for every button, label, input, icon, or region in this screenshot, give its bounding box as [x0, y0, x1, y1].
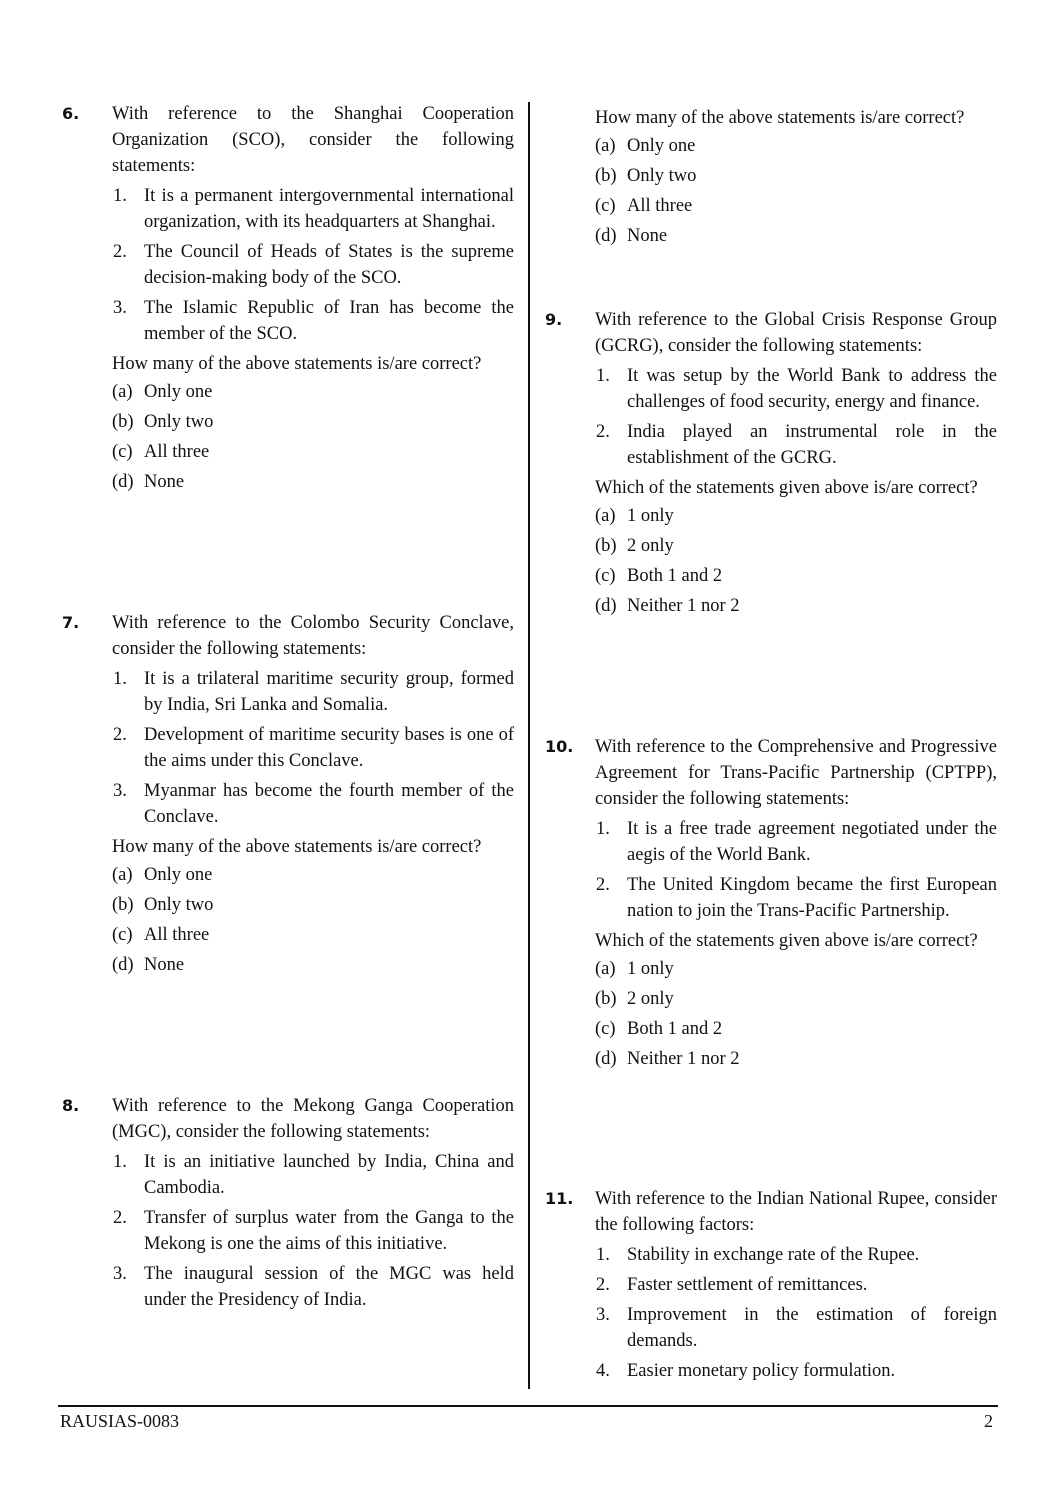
- statement-text: It is a trilateral maritime security group, formed by India, Sri Lanka and Somalia.: [144, 669, 514, 715]
- question-stem: With reference to the Shanghai Cooperation Organization (SCO), consider the following statements:: [112, 104, 514, 176]
- option-text: None: [144, 472, 185, 492]
- answer-option: [595, 1044, 997, 1074]
- statement-number: 3.: [113, 298, 127, 318]
- statement-text: It is a free trade agreement negotiated under the aegis of the World Bank.: [627, 819, 997, 865]
- option-letter: (d): [595, 226, 617, 246]
- statement: [595, 1358, 997, 1384]
- question-body: [595, 307, 997, 621]
- answer-option: [595, 591, 997, 621]
- option-letter: (a): [112, 382, 133, 402]
- option-letter: (d): [595, 596, 617, 616]
- document-code: RAUSIAS-0083: [60, 1411, 180, 1431]
- answer-option: [112, 407, 514, 437]
- statement-number: 1.: [596, 366, 610, 386]
- option-letter: (a): [595, 959, 616, 979]
- option-text: Neither 1 nor 2: [627, 596, 740, 616]
- question-number: 11.: [545, 1189, 574, 1208]
- statement: [112, 239, 514, 291]
- question-number: 8.: [62, 1096, 80, 1115]
- question-body: [112, 610, 514, 980]
- option-text: Only two: [627, 166, 697, 186]
- footer-rule: [58, 1405, 998, 1407]
- option-text: Only two: [144, 412, 214, 432]
- question-block: [545, 1186, 997, 1384]
- option-text: 1 only: [627, 959, 674, 979]
- statement: [112, 722, 514, 774]
- statement-number: 2.: [113, 1208, 127, 1228]
- statement-text: It was setup by the World Bank to address the challenges of food security, energy and finance.: [627, 366, 997, 412]
- statement: [595, 1272, 997, 1298]
- question-body: [595, 1186, 997, 1384]
- option-text: Both 1 and 2: [627, 566, 723, 586]
- statement-text: It is an initiative launched by India, China and Cambodia.: [144, 1152, 514, 1198]
- answer-option: [595, 954, 997, 984]
- question-block: [545, 734, 997, 1074]
- statement-number: 2.: [596, 422, 610, 442]
- statement: [112, 1149, 514, 1201]
- option-letter: (c): [112, 442, 133, 462]
- statement: [112, 183, 514, 235]
- question-body: [595, 105, 997, 251]
- answer-option: [112, 860, 514, 890]
- question-body: [112, 101, 514, 497]
- option-text: Only one: [627, 136, 696, 156]
- statement: [112, 1261, 514, 1313]
- option-letter: (b): [112, 412, 134, 432]
- option-letter: (c): [595, 196, 616, 216]
- statement: [595, 1242, 997, 1268]
- option-letter: (b): [595, 166, 617, 186]
- statement: [595, 1302, 997, 1354]
- question-number: 9.: [545, 310, 563, 329]
- question-block: [62, 610, 514, 980]
- option-text: 1 only: [627, 506, 674, 526]
- statement-text: Improvement in the estimation of foreign demands.: [627, 1305, 997, 1351]
- answer-option: [112, 890, 514, 920]
- question-prompt: How many of the above statements is/are correct?: [112, 354, 482, 374]
- question-number: 6.: [62, 104, 80, 123]
- statement-number: 1.: [113, 1152, 127, 1172]
- answer-option: [595, 131, 997, 161]
- question-block: [545, 307, 997, 621]
- question-stem: With reference to the Comprehensive and Progressive Agreement for Trans-Pacific Partnership (CPTPP), consider the following statements:: [595, 737, 997, 809]
- answer-option: [595, 1014, 997, 1044]
- statement-number: 3.: [113, 1264, 127, 1284]
- answer-option: [595, 161, 997, 191]
- option-text: All three: [144, 442, 210, 462]
- question-number: 10.: [545, 737, 574, 756]
- answer-option: [595, 191, 997, 221]
- option-letter: (b): [595, 536, 617, 556]
- statement-number: 2.: [596, 1275, 610, 1295]
- statement-number: 2.: [596, 875, 610, 895]
- option-letter: (b): [595, 989, 617, 1009]
- statement-text: Stability in exchange rate of the Rupee.: [627, 1245, 920, 1265]
- answer-option: [595, 984, 997, 1014]
- question-prompt: Which of the statements given above is/are correct?: [595, 931, 978, 951]
- question-stem: With reference to the Global Crisis Response Group (GCRG), consider the following statements:: [595, 310, 997, 356]
- statement-number: 1.: [596, 1245, 610, 1265]
- question-body: [112, 1093, 514, 1313]
- question-block: [62, 101, 514, 497]
- question-number: 7.: [62, 613, 80, 632]
- option-text: 2 only: [627, 989, 674, 1009]
- question-stem: With reference to the Mekong Ganga Cooperation (MGC), consider the following statements:: [112, 1096, 514, 1142]
- statement-number: 1.: [113, 186, 127, 206]
- question-body: [595, 734, 997, 1074]
- question-block: [62, 1093, 514, 1313]
- answer-option: [112, 920, 514, 950]
- statement: [595, 363, 997, 415]
- option-letter: (b): [112, 895, 134, 915]
- statement-number: 1.: [596, 819, 610, 839]
- statement-number: 2.: [113, 725, 127, 745]
- statement-number: 1.: [113, 669, 127, 689]
- statement: [595, 872, 997, 924]
- option-letter: (a): [595, 136, 616, 156]
- option-text: 2 only: [627, 536, 674, 556]
- statement: [112, 666, 514, 718]
- option-letter: (c): [595, 566, 616, 586]
- page-number: 2: [984, 1411, 993, 1431]
- question-block: [545, 101, 997, 251]
- answer-option: [112, 950, 514, 980]
- statement-text: Faster settlement of remittances.: [627, 1275, 868, 1295]
- option-letter: (d): [595, 1049, 617, 1069]
- statement: [112, 295, 514, 347]
- statement-text: The Council of Heads of States is the supreme decision-making body of the SCO.: [144, 242, 514, 288]
- option-letter: (c): [112, 925, 133, 945]
- answer-option: [595, 501, 997, 531]
- option-text: None: [627, 226, 668, 246]
- statement-number: 3.: [596, 1305, 610, 1325]
- statement-text: The Islamic Republic of Iran has become the member of the SCO.: [144, 298, 514, 344]
- statement: [112, 1205, 514, 1257]
- answer-option: [112, 467, 514, 497]
- statement-number: 3.: [113, 781, 127, 801]
- option-letter: (a): [112, 865, 133, 885]
- statement-number: 4.: [596, 1361, 610, 1381]
- answer-option: [595, 531, 997, 561]
- statement-number: 2.: [113, 242, 127, 262]
- option-text: All three: [627, 196, 693, 216]
- answer-option: [595, 561, 997, 591]
- statement-text: India played an instrumental role in the establishment of the GCRG.: [627, 422, 997, 468]
- question-prompt: Which of the statements given above is/are correct?: [595, 478, 978, 498]
- option-text: Both 1 and 2: [627, 1019, 723, 1039]
- question-prompt: How many of the above statements is/are correct?: [595, 108, 965, 128]
- answer-option: [112, 377, 514, 407]
- column-divider: [528, 102, 530, 1389]
- option-text: Only one: [144, 865, 213, 885]
- option-text: All three: [144, 925, 210, 945]
- statement-text: The inaugural session of the MGC was held under the Presidency of India.: [144, 1264, 514, 1310]
- statement: [595, 419, 997, 471]
- statement-text: Myanmar has become the fourth member of the Conclave.: [144, 781, 514, 827]
- question-stem: With reference to the Indian National Rupee, consider the following factors:: [595, 1189, 997, 1235]
- statement: [112, 778, 514, 830]
- statement-text: Easier monetary policy formulation.: [627, 1361, 896, 1381]
- option-text: Only one: [144, 382, 213, 402]
- option-letter: (c): [595, 1019, 616, 1039]
- statement-text: Transfer of surplus water from the Ganga to the Mekong is one the aims of this initiative.: [144, 1208, 514, 1254]
- question-prompt: How many of the above statements is/are correct?: [112, 837, 482, 857]
- option-letter: (d): [112, 955, 134, 975]
- answer-option: [112, 437, 514, 467]
- statement: [595, 816, 997, 868]
- option-letter: (a): [595, 506, 616, 526]
- answer-option: [595, 221, 997, 251]
- option-text: Neither 1 nor 2: [627, 1049, 740, 1069]
- question-stem: With reference to the Colombo Security Conclave, consider the following statements:: [112, 613, 514, 659]
- statement-text: The United Kingdom became the first European nation to join the Trans-Pacific Partnership.: [627, 875, 997, 921]
- statement-text: It is a permanent intergovernmental international organization, with its headquarters at Shanghai.: [144, 186, 514, 232]
- option-letter: (d): [112, 472, 134, 492]
- option-text: None: [144, 955, 185, 975]
- option-text: Only two: [144, 895, 214, 915]
- statement-text: Development of maritime security bases is one of the aims under this Conclave.: [144, 725, 514, 771]
